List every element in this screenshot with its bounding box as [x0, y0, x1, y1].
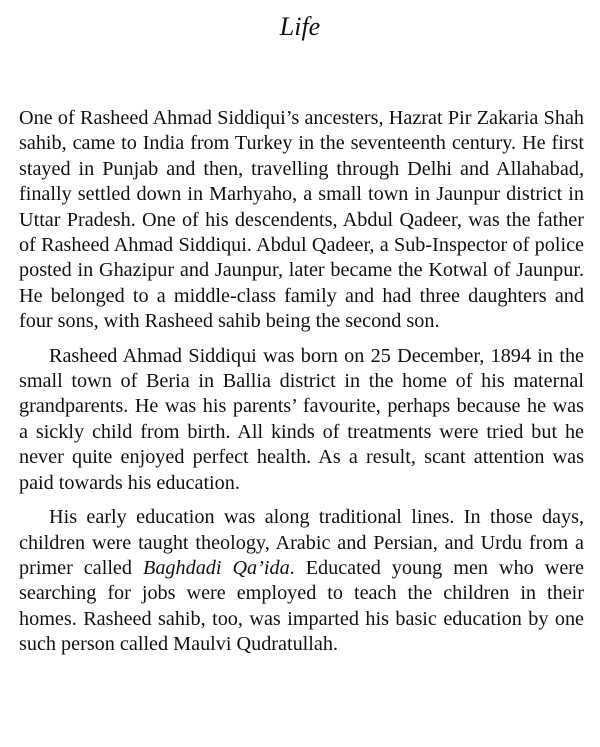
body-text: [19, 106, 584, 658]
paragraph-ancestry: One of Rasheed Ahmad Siddiqui’s ancesters, Hazrat Pir Zakaria Shah sahib, came to India from Turkey in the seventeenth century. He first stayed in Punjab and then, travelling through Delhi and Allahabad, finally settled down in Marhyaho, a small town in Jaunpur district in Uttar Pradesh. One of his descendents, Abdul Qadeer, was the father of Rasheed Ahmad Siddiqui. Abdul Qadeer, a Sub-Inspector of police posted in Ghazipur and Jaunpur, later became the Kotwal of Jaunpur. He belonged to a middle-class family and had three daughters and four sons, with Rasheed sahib being the second son.: [19, 107, 584, 333]
paragraph-education-start: His early education was along traditional lines. In those days, children were taught theology, Arabic and Persian, and Urdu from a primer called: [19, 506, 584, 579]
page-title: Life: [279, 12, 321, 41]
paragraph-education: [19, 505, 584, 657]
paragraph-birth: Rasheed Ahmad Siddiqui was born on 25 December, 1894 in the small town of Beria in Ballia district in the home of his maternal grandparents. He was his parents’ favourite, perhaps because he was a sickly child from birth. All kinds of treatments were tried but he never quite enjoyed perfect health. As a result, scant attention was paid towards his education.: [19, 344, 584, 494]
book-title: Baghdadi Qa’ida: [142, 556, 290, 579]
paragraph-education-end: . Educated young men who were searching for jobs were employed to teach the children in their homes. Rasheed sahib, too, was imparted his basic education by one such person called Maulvi Qudratullah.: [19, 556, 584, 656]
